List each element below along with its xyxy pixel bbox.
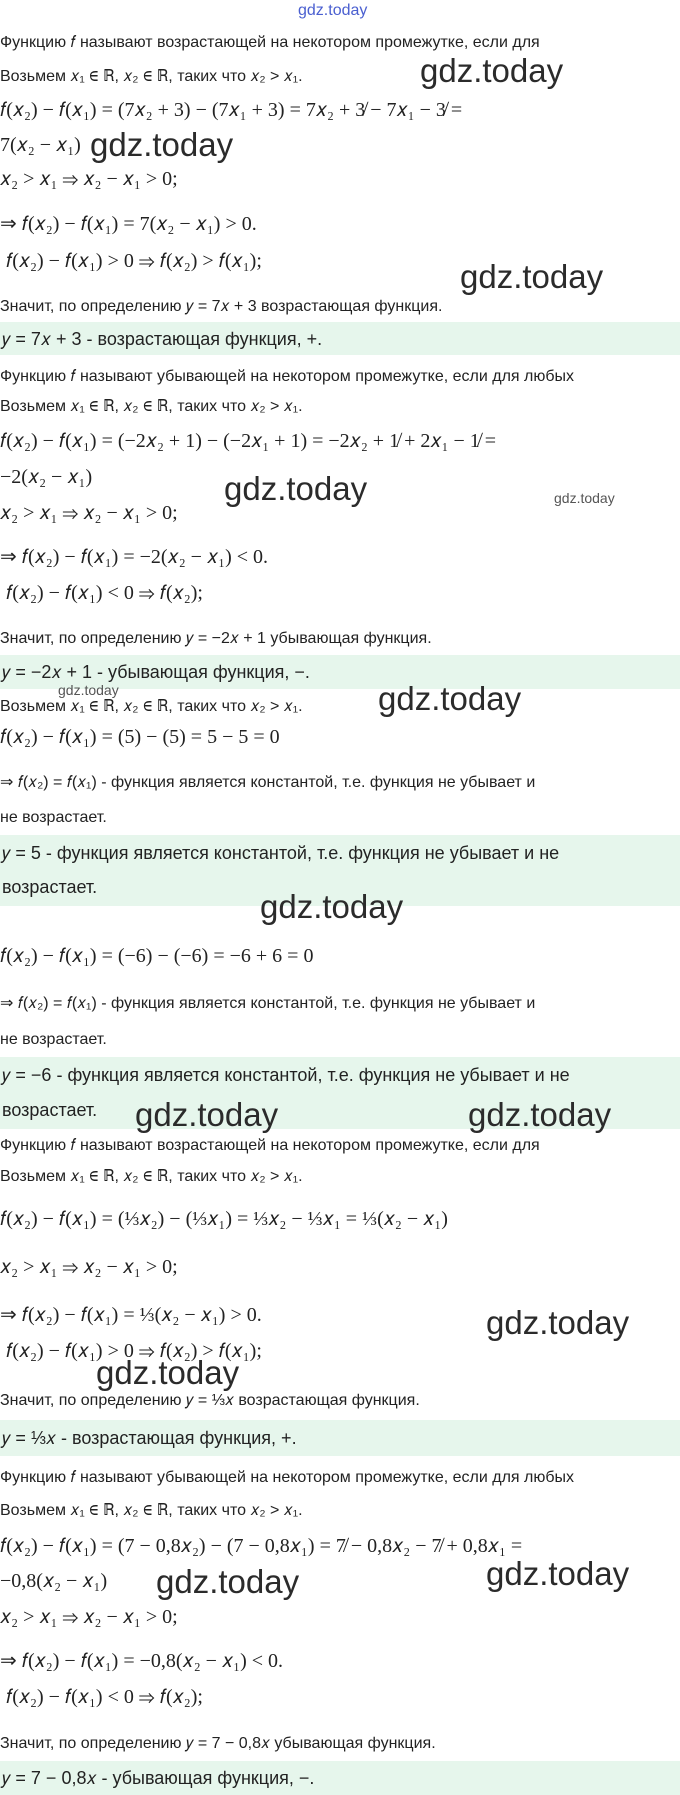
s4-eq1: 𝑓(𝑥₂) − 𝑓(𝑥₁) = (−6) − (−6) = −6 + 6 = 0 xyxy=(0,945,314,967)
watermark-small: gdz.today xyxy=(554,490,615,506)
s3-take: Возьмем 𝑥₁ ∈ ℝ, 𝑥₂ ∈ ℝ, таких что 𝑥₂ > 𝑥₁. xyxy=(0,698,303,715)
s6-conclusion: Значит, по определению 𝑦 = 7 − 0,8𝑥 убывающая функция. xyxy=(0,1735,436,1752)
s1-take: Возьмем 𝑥₁ ∈ ℝ, 𝑥₂ ∈ ℝ, таких что 𝑥₂ > 𝑥₁. xyxy=(0,68,303,85)
watermark: gdz.today xyxy=(96,1354,240,1391)
s1-intro: Функцию 𝑓 называют возрастающей на некотором промежутке, если для xyxy=(0,34,540,51)
s4-imp1: ⇒ 𝑓(𝑥₂) = 𝑓(𝑥₁) - функция является константой, т.е. функция не убывает и xyxy=(0,995,536,1012)
s1-imp1: ⇒ 𝑓(𝑥₂) − 𝑓(𝑥₁) = 7(𝑥₂ − 𝑥₁) > 0. xyxy=(0,213,257,235)
s2-take: Возьмем 𝑥₁ ∈ ℝ, 𝑥₂ ∈ ℝ, таких что 𝑥₂ > 𝑥₁. xyxy=(0,398,303,415)
s6-cond: 𝑥₂ > 𝑥₁ ⇒ 𝑥₂ − 𝑥₁ > 0; xyxy=(0,1606,178,1628)
s2-eq2: −2(𝑥₂ − 𝑥₁) xyxy=(0,466,93,488)
watermark: gdz.today xyxy=(260,888,404,925)
s2-imp1: ⇒ 𝑓(𝑥₂) − 𝑓(𝑥₁) = −2(𝑥₂ − 𝑥₁) < 0. xyxy=(0,546,269,568)
s1-imp2: 𝑓(𝑥₂) − 𝑓(𝑥₁) > 0 ⇒ 𝑓(𝑥₂) > 𝑓(𝑥₁); xyxy=(6,250,262,272)
s1-conclusion: Значит, по определению 𝑦 = 7𝑥 + 3 возрастающая функция. xyxy=(0,298,443,315)
s1-eq2: 7(𝑥₂ − 𝑥₁) xyxy=(0,134,81,156)
s3-imp2: не возрастает. xyxy=(0,809,107,826)
watermark: gdz.today xyxy=(420,52,564,89)
s2-conclusion: Значит, по определению 𝑦 = −2𝑥 + 1 убывающая функция. xyxy=(0,630,432,647)
s6-answer: 𝑦 = 7 − 0,8𝑥 - убывающая функция, −. xyxy=(2,1768,315,1788)
s5-intro: Функцию 𝑓 называют возрастающей на некотором промежутке, если для xyxy=(0,1137,540,1154)
watermark: gdz.today xyxy=(460,258,604,295)
s4-answer-line1: 𝑦 = −6 - функция является константой, т.е. функция не убывает и не xyxy=(2,1065,570,1085)
watermark: gdz.today xyxy=(468,1096,612,1133)
s6-imp2: 𝑓(𝑥₂) − 𝑓(𝑥₁) < 0 ⇒ 𝑓(𝑥₂); xyxy=(6,1686,203,1708)
s2-answer: 𝑦 = −2𝑥 + 1 - убывающая функция, −. xyxy=(2,662,310,682)
s6-imp1: ⇒ 𝑓(𝑥₂) − 𝑓(𝑥₁) = −0,8(𝑥₂ − 𝑥₁) < 0. xyxy=(0,1650,284,1672)
s5-cond: 𝑥₂ > 𝑥₁ ⇒ 𝑥₂ − 𝑥₁ > 0; xyxy=(0,1256,178,1278)
s3-answer-line1: 𝑦 = 5 - функция является константой, т.е. функция не убывает и не xyxy=(2,843,560,863)
watermark-small: gdz.today xyxy=(58,682,119,698)
s5-answer: 𝑦 = ⅓𝑥 - возрастающая функция, +. xyxy=(2,1428,297,1448)
s4-imp2: не возрастает. xyxy=(0,1031,107,1048)
watermark: gdz.today xyxy=(135,1096,279,1133)
s1-answer-band xyxy=(0,322,680,355)
s2-imp2: 𝑓(𝑥₂) − 𝑓(𝑥₁) < 0 ⇒ 𝑓(𝑥₂); xyxy=(6,582,203,604)
s2-eq1: 𝑓(𝑥₂) − 𝑓(𝑥₁) = (−2𝑥₂ + 1) − (−2𝑥₁ + 1) = −2𝑥₂ + 1̸ + 2𝑥₁ − 1̸ = xyxy=(0,430,497,452)
watermark: gdz.today xyxy=(156,1563,300,1600)
s5-imp1: ⇒ 𝑓(𝑥₂) − 𝑓(𝑥₁) = ⅓(𝑥₂ − 𝑥₁) > 0. xyxy=(0,1304,262,1326)
s6-eq1: 𝑓(𝑥₂) − 𝑓(𝑥₁) = (7 − 0,8𝑥₂) − (7 − 0,8𝑥₁) = 7̸ − 0,8𝑥₂ − 7̸ + 0,8𝑥₁ = xyxy=(0,1535,523,1557)
s3-eq1: 𝑓(𝑥₂) − 𝑓(𝑥₁) = (5) − (5) = 5 − 5 = 0 xyxy=(0,726,280,748)
s4-answer-line2: возрастает. xyxy=(2,1100,98,1120)
watermark: gdz.today xyxy=(378,680,522,717)
s1-answer: 𝑦 = 7𝑥 + 3 - возрастающая функция, +. xyxy=(2,329,323,349)
watermark: gdz.today xyxy=(486,1304,630,1341)
s6-intro: Функцию 𝑓 называют убывающей на некотором промежутке, если для любых xyxy=(0,1469,575,1486)
s3-imp1: ⇒ 𝑓(𝑥₂) = 𝑓(𝑥₁) - функция является константой, т.е. функция не убывает и xyxy=(0,774,536,791)
s1-eq1: 𝑓(𝑥₂) − 𝑓(𝑥₁) = (7𝑥₂ + 3) − (7𝑥₁ + 3) = 7𝑥₂ + 3̸ − 7𝑥₁ − 3̸ = xyxy=(0,99,463,121)
s6-take: Возьмем 𝑥₁ ∈ ℝ, 𝑥₂ ∈ ℝ, таких что 𝑥₂ > 𝑥₁. xyxy=(0,1502,303,1519)
s5-imp2: 𝑓(𝑥₂) − 𝑓(𝑥₁) > 0 ⇒ 𝑓(𝑥₂) > 𝑓(𝑥₁); xyxy=(6,1340,262,1362)
watermark: gdz.today xyxy=(224,470,368,507)
watermark: gdz.today xyxy=(486,1555,630,1592)
s3-answer-line2: возрастает. xyxy=(2,877,98,897)
s5-take: Возьмем 𝑥₁ ∈ ℝ, 𝑥₂ ∈ ℝ, таких что 𝑥₂ > 𝑥₁. xyxy=(0,1168,303,1185)
watermark: gdz.today xyxy=(90,126,234,163)
watermark-top: gdz.today xyxy=(298,2,368,19)
s5-answer-band xyxy=(0,1420,680,1456)
s6-eq2: −0,8(𝑥₂ − 𝑥₁) xyxy=(0,1570,108,1592)
s1-cond: 𝑥₂ > 𝑥₁ ⇒ 𝑥₂ − 𝑥₁ > 0; xyxy=(0,168,178,190)
s5-eq1: 𝑓(𝑥₂) − 𝑓(𝑥₁) = (⅓𝑥₂) − (⅓𝑥₁) = ⅓𝑥₂ − ⅓𝑥₁ = ⅓(𝑥₂ − 𝑥₁) xyxy=(0,1208,448,1230)
s6-answer-band xyxy=(0,1761,680,1795)
s2-cond: 𝑥₂ > 𝑥₁ ⇒ 𝑥₂ − 𝑥₁ > 0; xyxy=(0,502,178,524)
s5-conclusion: Значит, по определению 𝑦 = ⅓𝑥 возрастающая функция. xyxy=(0,1392,420,1409)
s2-intro: Функцию 𝑓 называют убывающей на некотором промежутке, если для любых xyxy=(0,368,575,385)
